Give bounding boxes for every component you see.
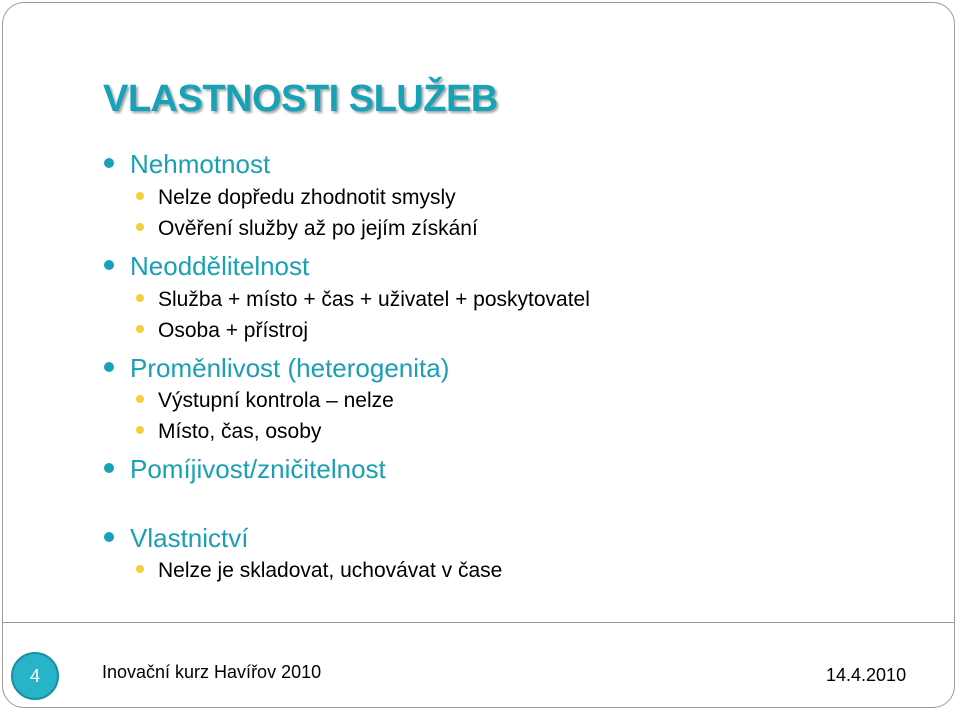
- sub-bullet-item: [136, 288, 590, 312]
- bullet-text: Vlastnictví: [130, 523, 249, 553]
- bullet-text: Proměnlivost (heterogenita): [130, 353, 450, 383]
- bullet-dot-icon: [104, 463, 114, 473]
- sub-bullet-dot-icon: [136, 395, 144, 403]
- sub-bullet-item: [136, 389, 394, 413]
- bullet-item: [104, 251, 309, 282]
- sub-bullet-dot-icon: [136, 325, 144, 333]
- sub-bullet-text: Osoba + přístroj: [158, 319, 308, 342]
- footer-course: Inovační kurz Havířov 2010: [102, 662, 322, 682]
- sub-bullet-dot-icon: [136, 223, 144, 231]
- sub-bullet-text: Nelze je skladovat, uchovávat v čase: [158, 559, 503, 582]
- slide-title: VLASTNOSTI SLUŽEB: [103, 78, 498, 120]
- sub-bullet-text: Místo, čas, osoby: [158, 420, 322, 443]
- bullet-text: Pomíjivost/zničitelnost: [130, 454, 386, 484]
- sub-bullet-text: Ověření služby až po jejím získání: [158, 217, 478, 240]
- bullet-dot-icon: [104, 158, 114, 168]
- bullet-text: Nehmotnost: [130, 149, 271, 179]
- bullet-dot-icon: [104, 260, 114, 270]
- sub-bullet-item: [136, 217, 478, 241]
- sub-bullet-item: [136, 186, 456, 210]
- sub-bullet-text: Výstupní kontrola – nelze: [158, 389, 394, 412]
- sub-bullet-dot-icon: [136, 426, 144, 434]
- footer-date: 14.4.2010: [826, 665, 907, 685]
- bullet-item: [104, 149, 270, 180]
- bullet-item: [104, 353, 449, 384]
- sub-bullet-dot-icon: [136, 192, 144, 200]
- bullet-item: [104, 454, 386, 485]
- bullet-item: [104, 523, 249, 554]
- sub-bullet-item: [136, 420, 321, 444]
- bullet-text: Neoddělitelnost: [130, 251, 310, 281]
- sub-bullet-item: [136, 559, 502, 583]
- sub-bullet-dot-icon: [136, 565, 144, 573]
- sub-bullet-item: [136, 319, 308, 343]
- sub-bullet-text: Služba + místo + čas + uživatel + poskytovatel: [158, 288, 590, 311]
- slide-number-badge: 4: [11, 652, 59, 700]
- sub-bullet-dot-icon: [136, 294, 144, 302]
- bullet-dot-icon: [104, 532, 114, 542]
- bullet-dot-icon: [104, 362, 114, 372]
- sub-bullet-text: Nelze dopředu zhodnotit smysly: [158, 186, 456, 209]
